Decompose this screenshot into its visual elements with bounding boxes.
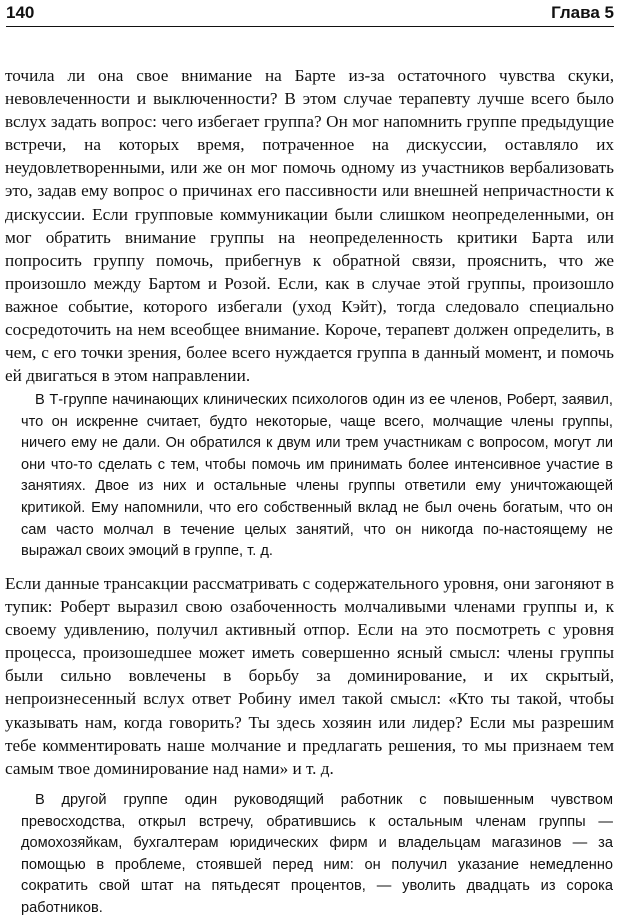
case-example-2 [21,790,613,920]
body-paragraph-1 [5,64,614,387]
body-paragraph-2-text: Если данные трансакции рассматривать с содержательного уровня, они загоняют в тупик: Роберт выразил свою озабоченность молчаливыми членами группы и, к своему удивлению, получил активный отпор. Если на это посмотреть с уровня процесса, произошедшее может иметь совершенно ясный смысл: члены группы были сильно вовлечены в борьбу за доминирование, и их скрытый, непроизнесенный вслух ответ Робину имел такой смысл: «Кто ты такой, чтобы указывать нам, когда говорить? Ты здесь хозяин или лидер? Если мы разрешим тебе комментировать наше молчание и предлагать решения, то мы признаем тем самым твое доминирование над нами» и т. д. [5,574,614,778]
case-example-2-text: В другой группе один руководящий работник с повышенным чувством превосходства, открыл встречу, обратившись к остальным членам группы — домохозяйкам, бухгалтерам юридических фирм и владельцам магазинов — за помощью в проблеме, стоявшей перед ним: он получил указание немедленно сократить свой штат на пятьдесят процентов, — уволить двадцать из сорока работников. [21,792,613,916]
chapter-title: Глава 5 [551,3,614,22]
case-example-1 [21,390,613,563]
page-number: 140 [6,3,35,22]
running-header [6,0,614,26]
body-paragraph-2 [5,572,614,780]
body-paragraph-1-text: точила ли она свое внимание на Барте из-за остаточного чувства скуки, невовлеченности и выключенности? В этом случае терапевту лучше всего было вслух задать вопрос: чего избегает группа? Он мог напомнить группе предыдущие встречи, на которых время, потраченное на дискуссии, оставляло их неудовлетворенными, или же он мог помочь одному из участников вербализовать это, задав ему вопрос о причинах его пассивности или внешней непричастности к дискуссии. Если групповые коммуникации были слишком неопределенными, он мог обратить внимание группы на неопределенность критики Барта или попросить группу помочь, прибегнув к обратной связи, прояснить, что же произошло между Бартом и Розой. Если, как в случае этой группы, произошло важное событие, которого избегали (уход Кэйт), тогда следовало специально сосредоточить на нем всеобщее внимание. Короче, терапевт должен определить, в чем, с его точки зрения, более всего нуждается группа в данный момент, и помочь ей двигаться в этом направлении. [5,66,614,386]
header-rule [6,26,614,27]
case-example-1-text: В Т-группе начинающих клинических психологов один из ее членов, Роберт, заявил, что он искренне считает, будто некоторые, чаще всего, молчащие члены группы, ничего ему не дали. Он обратился к двум или трем участникам с вопросом, могут ли они что-то сделать с тем, чтобы помочь им принимать более интенсивное участие в занятиях. Двое из них и остальные члены группы ответили ему уничтожающей критикой. Ему напомнили, что его собственный вклад не был очень богатым, что он сам часто молчал в течение целых занятий, что он никогда по-настоящему не выражал своих эмоций в группе, т. д. [21,392,613,560]
